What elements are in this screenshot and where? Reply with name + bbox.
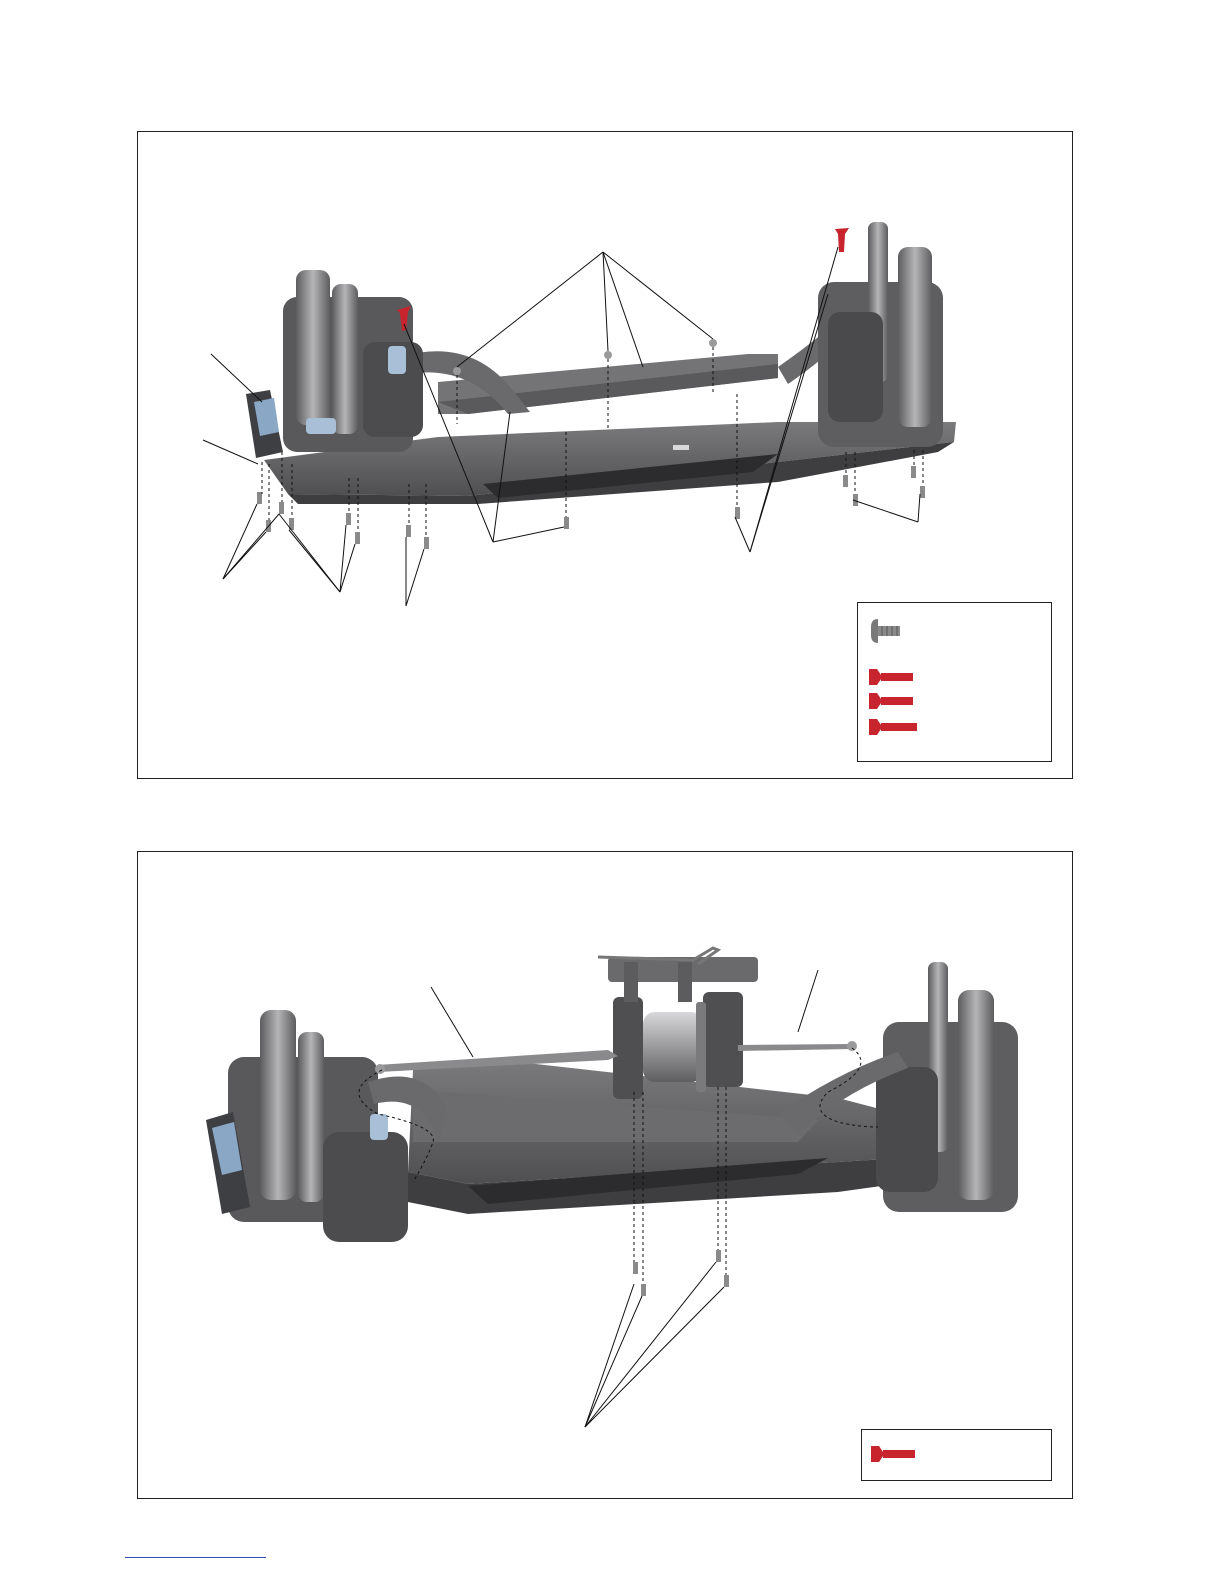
red-screws bbox=[633, 1250, 729, 1296]
button-head-screw-icon bbox=[871, 619, 900, 643]
front-suspension bbox=[246, 270, 423, 458]
assembly-panel-2 bbox=[137, 851, 1073, 1499]
hardware-legend bbox=[861, 1429, 1052, 1481]
center-motor-assembly bbox=[598, 948, 758, 1099]
drivetrain-illustration bbox=[138, 852, 1074, 1500]
upper-deck bbox=[400, 302, 873, 414]
flat-head-screw-icon bbox=[869, 719, 917, 735]
footer-rule bbox=[125, 1557, 266, 1558]
flat-head-screw-icon bbox=[869, 693, 913, 709]
flat-head-screw-icon bbox=[871, 1446, 915, 1462]
flat-head-screw-icon bbox=[869, 669, 913, 685]
assembly-panel-1 bbox=[137, 131, 1073, 779]
red-screws bbox=[397, 228, 849, 331]
rear-suspension bbox=[818, 222, 943, 447]
hardware-legend bbox=[857, 602, 1052, 762]
